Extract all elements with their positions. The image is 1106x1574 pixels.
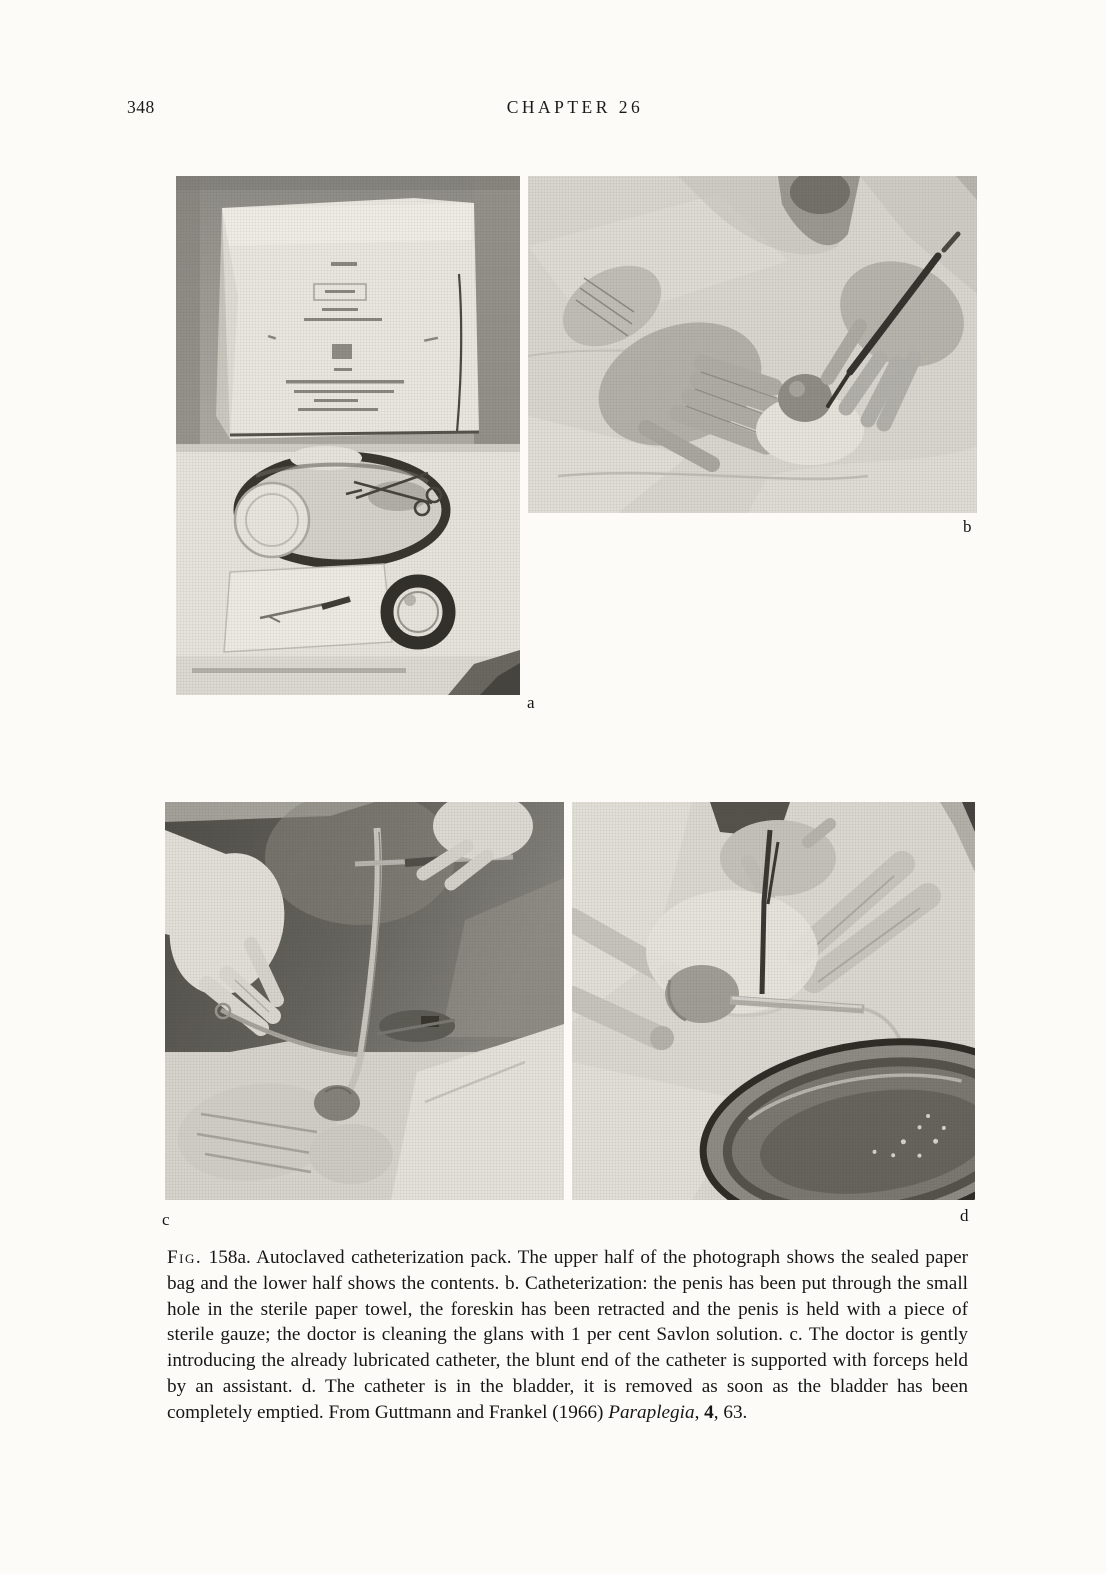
photo-b-illustration [528,176,977,513]
caption-journal-title: Paraplegia [608,1401,695,1423]
photo-d-illustration [572,802,975,1200]
caption-body: Autoclaved catheterization pack. The upper half of the photograph shows the sealed paper bag and the lower half shows the contents. b. Catheterization: the penis has been put through the small hole in the sterile paper towel, the foreskin has been retracted and the penis is held with a piece of sterile gauze; the doctor is cleaning the glans with 1 per cent Savlon solution. c. The doctor is gently introducing the already lubricated catheter, the blunt end of the catheter is supported with forceps held by an assistant. d. The catheter is in the bladder, it is removed as soon as the bladder has been completely emptied. From Guttmann and Frankel (1966) [167,1247,968,1423]
page-number: 348 [127,97,155,117]
figure-label-d: d [960,1206,969,1225]
figure-label-b: b [963,517,972,536]
figure-label-c: c [162,1210,170,1229]
caption-fig-word: Fig. [167,1247,203,1268]
photo-d-catheter-draining [572,802,975,1200]
figure-caption [167,1245,968,1426]
photo-a-catheterization-pack [176,176,520,695]
chapter-heading: CHAPTER 26 [506,97,644,117]
photo-a-illustration [176,176,520,695]
caption-fig-number: 158a. [202,1247,257,1268]
caption-separator: , [694,1401,705,1423]
caption-volume-number: 4 [704,1401,714,1423]
caption-page-numbers: , 63. [713,1401,748,1423]
photo-b-cleaning-glans [528,176,977,513]
photo-c-introducing-catheter [165,802,564,1200]
figure-label-a: a [527,693,535,712]
photo-c-illustration [165,802,564,1200]
